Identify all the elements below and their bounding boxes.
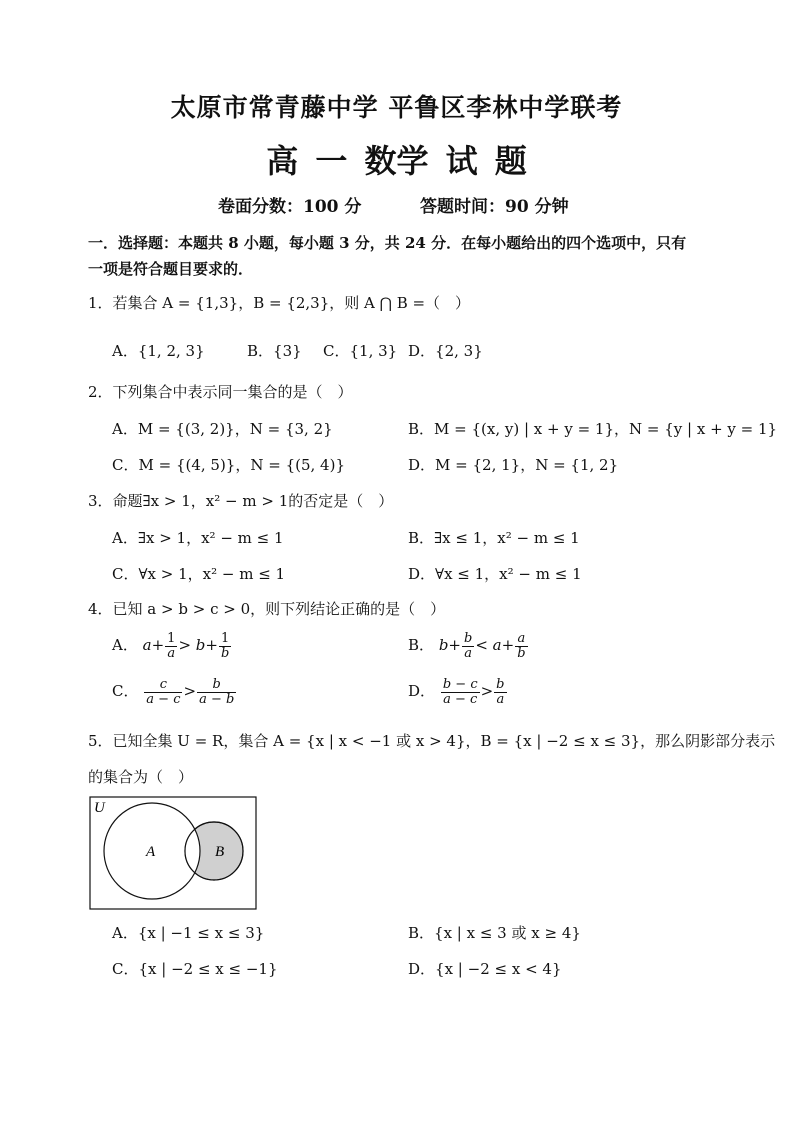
- q3-stem: 3．命题∃x > 1，x² − m > 1的否定是（ ）: [88, 492, 394, 510]
- q1-option-a[interactable]: A．{1, 2, 3}: [112, 342, 205, 360]
- q5-option-d[interactable]: D．{x | −2 ≤ x < 4}: [408, 960, 562, 978]
- q4-option-b[interactable]: [408, 632, 529, 660]
- q1-option-b[interactable]: B．{3}: [247, 342, 302, 360]
- q2-option-d[interactable]: D．M = {2, 1}，N = {1, 2}: [408, 456, 619, 474]
- q4-option-a[interactable]: [112, 632, 232, 660]
- q4-option-a-label: A．: [112, 636, 138, 655]
- time-info: 答题时间：90 分钟: [420, 197, 569, 217]
- section-heading-line2: 一项是符合题目要求的．: [88, 260, 254, 278]
- q3-option-b[interactable]: B．∃x ≤ 1，x² − m ≤ 1: [408, 529, 580, 547]
- set-a-label: A: [146, 844, 156, 860]
- q3-option-d[interactable]: D．∀x ≤ 1，x² − m ≤ 1: [408, 565, 582, 583]
- q3-option-c[interactable]: C．∀x > 1，x² − m ≤ 1: [112, 565, 286, 583]
- q2-stem: 2．下列集合中表示同一集合的是（ ）: [88, 383, 353, 401]
- q4-option-b-math: b+ $\frac{b}{a}$ < a+ $\frac{a}{b}$: [438, 631, 526, 661]
- q2-option-a[interactable]: A．M = {(3, 2)}，N = {3, 2}: [112, 420, 333, 438]
- q5-option-a[interactable]: A．{x | −1 ≤ x ≤ 3}: [112, 924, 265, 942]
- exam-title: 高 一 数学 试 题: [266, 142, 527, 180]
- school-line: 太原市常青藤中学 平鲁区李林中学联考: [170, 93, 623, 122]
- q5-option-b[interactable]: B．{x | x ≤ 3 或 x ≥ 4}: [408, 924, 581, 942]
- universe-label: U: [94, 800, 105, 816]
- q5-stem-line2: 的集合为（ ）: [88, 768, 194, 786]
- q4-option-c-math: $\frac{c}{a - c}$ > $\frac{b}{a - b}$: [146, 677, 235, 707]
- q1-stem: 1．若集合 A = {1,3}，B = {2,3}，则 A ⋂ B =（ ）: [88, 294, 471, 312]
- q2-option-b[interactable]: B．M = {(x, y) | x + y = 1}，N = {y | x + y = 1}: [408, 420, 778, 438]
- q4-option-a-math: a+ $\frac{1}{a}$ > b+ $\frac{1}{b}$: [142, 631, 230, 661]
- q3-option-a[interactable]: A．∃x > 1，x² − m ≤ 1: [112, 529, 284, 547]
- score-info: 卷面分数：100 分: [218, 197, 362, 217]
- q4-stem: 4．已知 a > b > c > 0，则下列结论正确的是（ ）: [88, 600, 446, 618]
- q4-option-d-math: $\frac{b - c}{a - c}$ > $\frac{b}{a}$: [442, 677, 505, 707]
- q2-option-c[interactable]: C．M = {(4, 5)}，N = {(5, 4)}: [112, 456, 345, 474]
- q5-option-c[interactable]: C．{x | −2 ≤ x ≤ −1}: [112, 960, 278, 978]
- venn-diagram: [89, 796, 259, 912]
- q4-option-c[interactable]: [112, 678, 237, 706]
- section-heading-line1: 一．选择题：本题共 8 小题，每小题 3 分，共 24 分．在每小题给出的四个选项中，只有: [88, 234, 687, 252]
- q4-option-b-label: B．: [408, 636, 435, 655]
- q4-option-d-label: D．: [408, 682, 436, 701]
- q1-option-c[interactable]: C．{1, 3}: [323, 342, 398, 360]
- set-b-label: B: [215, 844, 225, 860]
- q4-option-d[interactable]: [408, 678, 508, 706]
- q4-option-c-label: C．: [112, 682, 139, 701]
- q5-stem-line1: 5．已知全集 U = R，集合 A = {x | x < −1 或 x > 4}，B = {x | −2 ≤ x ≤ 3}，那么阴影部分表示: [88, 732, 776, 750]
- q1-option-d[interactable]: D．{2, 3}: [408, 342, 483, 360]
